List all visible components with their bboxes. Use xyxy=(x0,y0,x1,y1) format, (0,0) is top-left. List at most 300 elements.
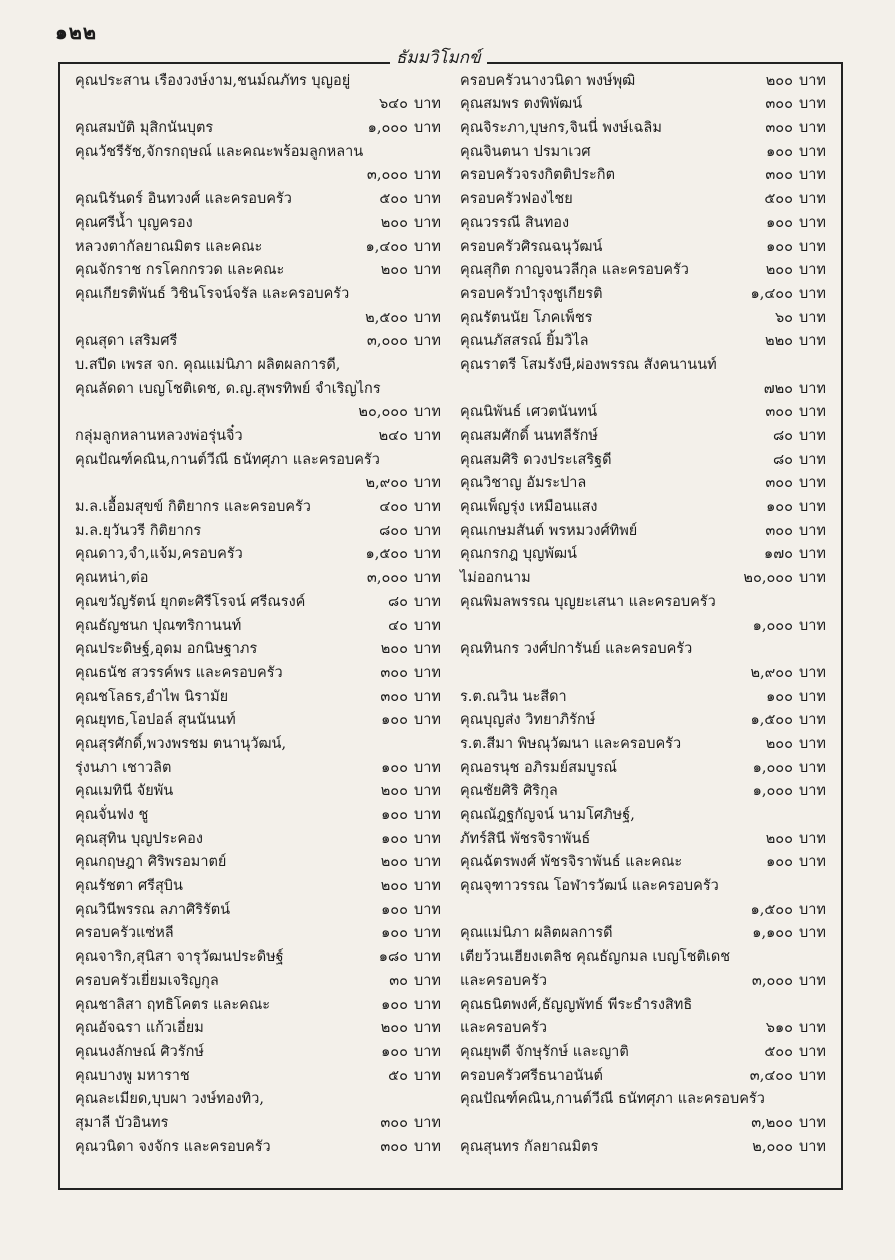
amount-value: ๓๐๐ xyxy=(765,522,793,539)
donor-row xyxy=(75,897,450,921)
donor-name: คุณทินกร วงศ์ปการันย์ และครอบครัว xyxy=(460,641,693,658)
donor-name: คุณราตรี โสมรังษี,ผ่องพรรณ สังคนานนท์ xyxy=(460,356,717,373)
donor-row xyxy=(75,163,450,187)
amount-value: ๓๐๐ xyxy=(380,664,408,681)
amount-value: ๒๐๐ xyxy=(380,878,408,895)
currency-unit: บาท xyxy=(414,949,441,966)
currency-unit: บาท xyxy=(799,783,826,800)
donation-amount xyxy=(330,163,450,186)
donor-row xyxy=(460,921,835,945)
currency-unit: บาท xyxy=(799,191,826,208)
donor-name: คุณปัณฑ์คณิน,กานต์วีณี ธนัทศุภา และครอบครัว xyxy=(75,451,380,468)
donor-name: ครอบครัวจรงกิตติประกิต xyxy=(460,167,615,184)
donor-row xyxy=(75,139,450,163)
amount-value: ๒๐๐ xyxy=(380,1020,408,1037)
donor-name: คุณสมศักดิ์ นนทลีรักษ์ xyxy=(460,428,598,444)
donor-row xyxy=(75,68,450,92)
donor-name: คุณณัฎฐกัญจน์ นามโศภิษฐ์, xyxy=(460,807,635,823)
donation-amount xyxy=(330,258,450,281)
left-donor-column xyxy=(75,68,450,1158)
donor-name: คุณฉัตรพงศ์ พัชรจิราพันธ์ และคณะ xyxy=(460,854,683,871)
donor-row xyxy=(460,542,835,566)
currency-unit: บาท xyxy=(799,120,826,137)
donation-amount xyxy=(703,685,835,708)
donor-row xyxy=(460,684,835,708)
donor-name: คุณลัดดา เบญโชติเดช, ด.ญ.สุพรทิพย์ จำเริญไกร xyxy=(75,380,381,397)
currency-unit: บาท xyxy=(799,664,826,681)
donation-amount xyxy=(330,116,450,139)
amount-value: ๑๐๐ xyxy=(766,499,793,516)
donor-row xyxy=(460,234,835,258)
donation-amount xyxy=(703,1016,835,1039)
donor-row xyxy=(460,968,835,992)
donor-row xyxy=(460,139,835,163)
donation-amount xyxy=(703,211,835,234)
amount-value: ๓๐ xyxy=(389,972,408,989)
currency-unit: บาท xyxy=(799,1020,826,1037)
donation-amount xyxy=(330,945,450,968)
donor-row xyxy=(75,1039,450,1063)
donation-amount xyxy=(330,519,450,542)
amount-value: ๒,๙๐๐ xyxy=(750,664,793,681)
amount-value: ๓๐๐ xyxy=(765,404,793,421)
donation-amount xyxy=(330,993,450,1016)
donation-amount xyxy=(703,779,835,802)
donation-amount xyxy=(330,614,450,637)
donation-amount xyxy=(330,685,450,708)
donor-row xyxy=(75,305,450,329)
donor-row xyxy=(75,731,450,755)
currency-unit: บาท xyxy=(414,1020,441,1037)
donor-row xyxy=(75,1087,450,1111)
amount-value: ๑๐๐ xyxy=(381,807,408,823)
amount-value: ๒๔๐ xyxy=(378,428,408,444)
donor-name: คุณสมพร ตงพิพัฒน์ xyxy=(460,96,583,113)
page-number: ๑๒๒ xyxy=(55,20,98,44)
donation-amount xyxy=(330,211,450,234)
donor-row xyxy=(75,802,450,826)
donor-row xyxy=(75,1063,450,1087)
donor-name: ครอบครัวเยี่ยมเจริญกุล xyxy=(75,972,219,989)
donor-row xyxy=(75,329,450,353)
donation-amount xyxy=(330,874,450,897)
donor-name: ครอบครัวนางวนิดา พงษ์พุฒิ xyxy=(460,72,636,89)
donation-amount xyxy=(703,756,835,779)
amount-value: ๖๔๐ xyxy=(378,96,408,113)
amount-value: ๑๐๐ xyxy=(381,996,408,1013)
donor-name: คุณชาลิสา ฤทธิโคตร และคณะ xyxy=(75,996,271,1013)
currency-unit: บาท xyxy=(414,593,441,610)
amount-value: ๒๐๐ xyxy=(380,783,408,800)
currency-unit: บาท xyxy=(799,262,826,279)
currency-unit: บาท xyxy=(799,901,826,918)
donation-amount xyxy=(703,306,835,329)
donor-row xyxy=(75,921,450,945)
donor-row xyxy=(460,115,835,139)
donor-name: ครอบครัวศรีธนาอนันต์ xyxy=(460,1067,603,1084)
donation-amount xyxy=(703,258,835,281)
currency-unit: บาท xyxy=(799,475,826,492)
donation-amount xyxy=(703,661,835,684)
currency-unit: บาท xyxy=(799,238,826,255)
donor-name: คุณบุญส่ง วิทยาภิรักษ์ xyxy=(460,712,596,729)
donor-row xyxy=(75,447,450,471)
amount-value: ๓,๔๐๐ xyxy=(749,1067,793,1084)
right-donor-column xyxy=(460,68,835,1158)
donor-row xyxy=(460,281,835,305)
donor-name: คุณกรกฎ บุญพัฒน์ xyxy=(460,546,577,563)
amount-value: ๒๐๐ xyxy=(380,214,408,231)
currency-unit: บาท xyxy=(414,901,441,918)
currency-unit: บาท xyxy=(414,120,441,137)
amount-value: ๕๐๐ xyxy=(379,191,408,208)
currency-unit: บาท xyxy=(799,143,826,160)
donor-row xyxy=(75,992,450,1016)
amount-value: ๑๐๐ xyxy=(766,214,793,231)
donor-row xyxy=(75,494,450,518)
donor-name: ภัทร์สินี พัชรจิราพันธ์ xyxy=(460,830,591,847)
donor-row xyxy=(460,897,835,921)
donation-amount xyxy=(703,471,835,494)
amount-value: ๘๐ xyxy=(772,428,793,444)
donor-row xyxy=(75,400,450,424)
donation-amount xyxy=(330,1135,450,1158)
donor-row xyxy=(75,684,450,708)
donor-name: เตียว้วนเฮียงเตลิช คุณธัญกมล เบญโชติเดช xyxy=(460,949,731,966)
donor-name: ไม่ออกนาม xyxy=(460,570,531,587)
currency-unit: บาท xyxy=(414,972,441,989)
currency-unit: บาท xyxy=(799,96,826,113)
amount-value: ๒,๕๐๐ xyxy=(365,309,408,326)
amount-value: ๒๐๐ xyxy=(765,735,793,752)
donor-name: และครอบครัว xyxy=(460,1020,548,1037)
amount-value: ๓๐๐ xyxy=(380,1114,408,1131)
donor-row xyxy=(460,1039,835,1063)
amount-value: ๑๐๐ xyxy=(766,688,793,705)
donation-amount xyxy=(330,969,450,992)
amount-value: ๑,๐๐๐ xyxy=(752,759,793,776)
donor-row xyxy=(75,826,450,850)
amount-value: ๓๐๐ xyxy=(380,1138,408,1155)
currency-unit: บาท xyxy=(799,499,826,516)
donor-row xyxy=(75,708,450,732)
donation-amount xyxy=(330,850,450,873)
donation-amount xyxy=(703,850,835,873)
donation-amount xyxy=(703,732,835,755)
donor-name: คุณละเมียด,บุบผา วงษ์ทองทิว, xyxy=(75,1091,264,1108)
donor-name: คุณประสาน เรืองวงษ์งาม,ชนม์ณภัทร บุญอยู่ xyxy=(75,72,351,89)
donation-amount xyxy=(703,116,835,139)
amount-value: ๒๐๐ xyxy=(380,854,408,871)
donor-name: คุณธนิตพงศ์,ธัญญพัทธ์ พีระธำรงสิทธิ xyxy=(460,996,693,1013)
donation-amount xyxy=(330,187,450,210)
donor-name: คุณศรีน้ำ บุญครอง xyxy=(75,214,193,231)
donor-name: ม.ล.ยุวันวรี กิติยากร xyxy=(75,522,202,539)
donor-row xyxy=(75,92,450,116)
donation-amount xyxy=(703,140,835,163)
donor-row xyxy=(75,660,450,684)
donation-amount xyxy=(330,495,450,518)
donor-row xyxy=(75,944,450,968)
donor-row xyxy=(460,637,835,661)
amount-value: ๒๐๐ xyxy=(380,262,408,279)
currency-unit: บาท xyxy=(799,428,826,444)
currency-unit: บาท xyxy=(414,688,441,705)
currency-unit: บาท xyxy=(799,546,826,563)
donor-row xyxy=(75,234,450,258)
donation-amount xyxy=(703,424,835,447)
donation-amount xyxy=(703,187,835,210)
donation-amount xyxy=(703,614,835,637)
donor-row xyxy=(460,1087,835,1111)
donor-name: คุณขวัญรัตน์ ยุกตะศิรีโรจน์ ศรีณรงค์ xyxy=(75,593,306,610)
donor-name: คุณเมทินี จัยพัน xyxy=(75,783,174,800)
donor-name: คุณสุทิน บุญประคอง xyxy=(75,830,203,847)
donor-row xyxy=(75,565,450,589)
donor-row xyxy=(75,518,450,542)
donation-amount xyxy=(330,400,450,423)
currency-unit: บาท xyxy=(799,759,826,776)
currency-unit: บาท xyxy=(414,428,441,444)
amount-value: ๓,๐๐๐ xyxy=(366,167,408,184)
donor-row xyxy=(460,589,835,613)
amount-value: ๘๐ xyxy=(772,451,793,468)
currency-unit: บาท xyxy=(799,404,826,421)
currency-unit: บาท xyxy=(414,1114,441,1131)
donation-amount xyxy=(703,495,835,518)
amount-value: ๒๒๐ xyxy=(765,333,793,350)
donor-row xyxy=(460,873,835,897)
donor-row xyxy=(75,873,450,897)
donor-row xyxy=(460,1110,835,1134)
donor-name: ครอบครัวฟองไชย xyxy=(460,191,573,208)
donor-row xyxy=(460,992,835,1016)
donor-name: คุณนงลักษณ์ ศิวรักษ์ xyxy=(75,1043,204,1060)
donor-row xyxy=(75,968,450,992)
currency-unit: บาท xyxy=(414,167,441,184)
donor-row xyxy=(460,613,835,637)
donor-name: คุณรัตนนัย โภคเพ็ชร xyxy=(460,309,593,326)
amount-value: ๓,๒๐๐ xyxy=(751,1114,793,1131)
currency-unit: บาท xyxy=(414,262,441,279)
donation-amount xyxy=(330,921,450,944)
donation-amount xyxy=(703,519,835,542)
currency-unit: บาท xyxy=(799,380,826,397)
donor-row xyxy=(460,305,835,329)
donation-amount xyxy=(330,590,450,613)
donor-row xyxy=(460,1016,835,1040)
amount-value: ๑,๕๐๐ xyxy=(365,546,408,563)
currency-unit: บาท xyxy=(799,309,826,326)
donor-row xyxy=(75,589,450,613)
donation-amount xyxy=(703,542,835,565)
currency-unit: บาท xyxy=(414,641,441,658)
donor-name: คุณยุทธ,โอปอล์ สุนนันนท์ xyxy=(75,712,236,729)
donor-row xyxy=(75,850,450,874)
amount-value: ๑๐๐ xyxy=(381,759,408,776)
currency-unit: บาท xyxy=(414,617,441,634)
currency-unit: บาท xyxy=(414,807,441,823)
donor-row xyxy=(460,423,835,447)
amount-value: ๑,๑๐๐ xyxy=(752,925,793,942)
donor-row xyxy=(460,258,835,282)
donation-amount xyxy=(703,329,835,352)
donation-amount xyxy=(330,235,450,258)
currency-unit: บาท xyxy=(414,783,441,800)
donor-row xyxy=(75,1134,450,1158)
donor-name: คุณวรรณี สินทอง xyxy=(460,214,570,231)
donor-row xyxy=(75,258,450,282)
amount-value: ๑๐๐ xyxy=(766,238,793,255)
donor-row xyxy=(460,660,835,684)
amount-value: ๓๐๐ xyxy=(380,688,408,705)
donor-row xyxy=(460,826,835,850)
amount-value: ๒๐,๐๐๐ xyxy=(743,570,793,587)
donor-name: คุณปัณฑ์คณิน,กานต์วีณี ธนัทศุภา และครอบครัว xyxy=(460,1091,765,1108)
donation-amount xyxy=(703,898,835,921)
amount-value: ๒๐๐ xyxy=(765,72,793,89)
donation-amount xyxy=(330,708,450,731)
amount-value: ๘๐๐ xyxy=(379,522,408,539)
amount-value: ๒๐๐ xyxy=(765,262,793,279)
currency-unit: บาท xyxy=(414,522,441,539)
donor-name: คุณสุนทร กัลยาณมิตร xyxy=(460,1138,599,1155)
currency-unit: บาท xyxy=(799,688,826,705)
currency-unit: บาท xyxy=(799,570,826,587)
donor-row xyxy=(75,1016,450,1040)
donor-name: คุณธนัช สวรรค์พร และครอบครัว xyxy=(75,664,283,681)
currency-unit: บาท xyxy=(414,712,441,729)
currency-unit: บาท xyxy=(414,546,441,563)
donor-name: คุณหน่า,ต่อ xyxy=(75,570,149,587)
currency-unit: บาท xyxy=(414,664,441,681)
currency-unit: บาท xyxy=(799,1067,826,1084)
donor-name: คุณวิชาญ อัมระปาล xyxy=(460,475,587,492)
currency-unit: บาท xyxy=(799,72,826,89)
donor-name: คุณเกียรติพันธ์ วิชินโรจน์จรัล และครอบครัว xyxy=(75,285,350,302)
donation-amount xyxy=(703,566,835,589)
donor-row xyxy=(460,494,835,518)
donation-amount xyxy=(330,329,450,352)
amount-value: ๖๑๐ xyxy=(765,1020,793,1037)
donation-amount xyxy=(330,1111,450,1134)
currency-unit: บาท xyxy=(414,238,441,255)
amount-value: ๓๐๐ xyxy=(765,167,793,184)
currency-unit: บาท xyxy=(799,214,826,231)
donation-amount xyxy=(703,1111,835,1134)
amount-value: ๘๐ xyxy=(387,593,408,610)
donor-name: คุณนิรันดร์ อินทวงศ์ และครอบครัว xyxy=(75,191,292,208)
currency-unit: บาท xyxy=(799,712,826,729)
donation-amount xyxy=(703,400,835,423)
donation-amount xyxy=(330,471,450,494)
amount-value: ๑,๕๐๐ xyxy=(750,712,793,729)
amount-value: ๑๐๐ xyxy=(381,925,408,942)
amount-value: ๑๐๐ xyxy=(381,1043,408,1060)
donation-amount xyxy=(330,92,450,115)
donor-row xyxy=(460,802,835,826)
donor-row xyxy=(75,423,450,447)
donation-amount xyxy=(330,566,450,589)
donor-name: คุณสุกิต กาญจนวลีกุล และครอบครัว xyxy=(460,262,689,279)
donor-name: คุณเพ็ญรุ่ง เหมือนแสง xyxy=(460,499,598,516)
amount-value: ๑๗๐ xyxy=(764,546,793,563)
amount-value: ๒๐๐ xyxy=(765,830,793,847)
currency-unit: บาท xyxy=(414,404,441,421)
donor-row xyxy=(460,352,835,376)
donation-amount xyxy=(330,637,450,660)
donor-row xyxy=(75,1110,450,1134)
donor-name: คุณวินีพรรณ ลภาศิริรัตน์ xyxy=(75,901,231,918)
donor-row xyxy=(460,1134,835,1158)
donation-amount xyxy=(703,69,835,92)
currency-unit: บาท xyxy=(414,878,441,895)
donor-row xyxy=(460,779,835,803)
donor-name: คุณยุพดี จักษุรักษ์ และญาติ xyxy=(460,1043,629,1060)
donor-row xyxy=(460,755,835,779)
currency-unit: บาท xyxy=(799,1114,826,1131)
currency-unit: บาท xyxy=(799,617,826,634)
donor-name: ม.ล.เอื้อมสุขข์ กิติยากร และครอบครัว xyxy=(75,499,311,516)
amount-value: ๒๐๐ xyxy=(380,641,408,658)
donation-amount xyxy=(330,779,450,802)
amount-value: ๓,๐๐๐ xyxy=(751,972,793,989)
currency-unit: บาท xyxy=(414,854,441,871)
donor-name: คุณนิพันธ์ เศวตนันทน์ xyxy=(460,404,598,421)
donor-name: คุณกฤษฎา ศิริพรอมาตย์ xyxy=(75,854,227,871)
donor-row xyxy=(460,944,835,968)
donor-row xyxy=(460,376,835,400)
donor-name: คุณพิมลพรรณ บุญยะเสนา และครอบครัว xyxy=(460,593,716,610)
donor-name: คุณอรนุช อภิรมย์สมบูรณ์ xyxy=(460,759,617,776)
currency-unit: บาท xyxy=(799,1138,826,1155)
donor-name: ครอบครัวแซ่หลี xyxy=(75,925,174,942)
currency-unit: บาท xyxy=(799,1043,826,1060)
amount-value: ๒,๙๐๐ xyxy=(365,475,408,492)
amount-value: ๕๐๐ xyxy=(764,191,793,208)
donor-name: คุณบางพู มหาราช xyxy=(75,1067,190,1084)
donor-name: คุณประดิษฐ์,อุดม อกนิษฐาภร xyxy=(75,641,258,658)
donation-amount xyxy=(703,921,835,944)
amount-value: ๓๐๐ xyxy=(765,475,793,492)
donor-row xyxy=(460,447,835,471)
donor-name: คุณสมบัติ มุสิกนันบุตร xyxy=(75,120,214,137)
amount-value: ๕๐ xyxy=(388,1067,408,1084)
donor-row xyxy=(460,565,835,589)
currency-unit: บาท xyxy=(414,333,441,350)
donor-name: ร.ต.ณวิน นะสีดา xyxy=(460,688,567,705)
currency-unit: บาท xyxy=(414,96,441,113)
donor-name: สุมาลี บัวอินทร xyxy=(75,1114,169,1131)
donor-name: คุณจาริก,สุนิสา จารุวัฒนประดิษฐ์ xyxy=(75,949,284,966)
currency-unit: บาท xyxy=(414,214,441,231)
donor-row xyxy=(460,210,835,234)
donor-row xyxy=(460,731,835,755)
amount-value: ๓๐๐ xyxy=(765,120,793,137)
donor-row xyxy=(75,542,450,566)
donation-amount xyxy=(330,827,450,850)
currency-unit: บาท xyxy=(799,167,826,184)
currency-unit: บาท xyxy=(414,191,441,208)
amount-value: ๑๐๐ xyxy=(381,712,408,729)
donor-name: คุณเกษมสันต์ พรหมวงศ์ทิพย์ xyxy=(460,522,638,539)
donor-name: คุณสุดา เสริมศรี xyxy=(75,333,178,350)
currency-unit: บาท xyxy=(799,285,826,302)
amount-value: ๑๘๐ xyxy=(378,949,408,966)
amount-value: ๑,๐๐๐ xyxy=(367,120,408,137)
donation-amount xyxy=(330,898,450,921)
amount-value: ๑,๔๐๐ xyxy=(750,285,793,302)
